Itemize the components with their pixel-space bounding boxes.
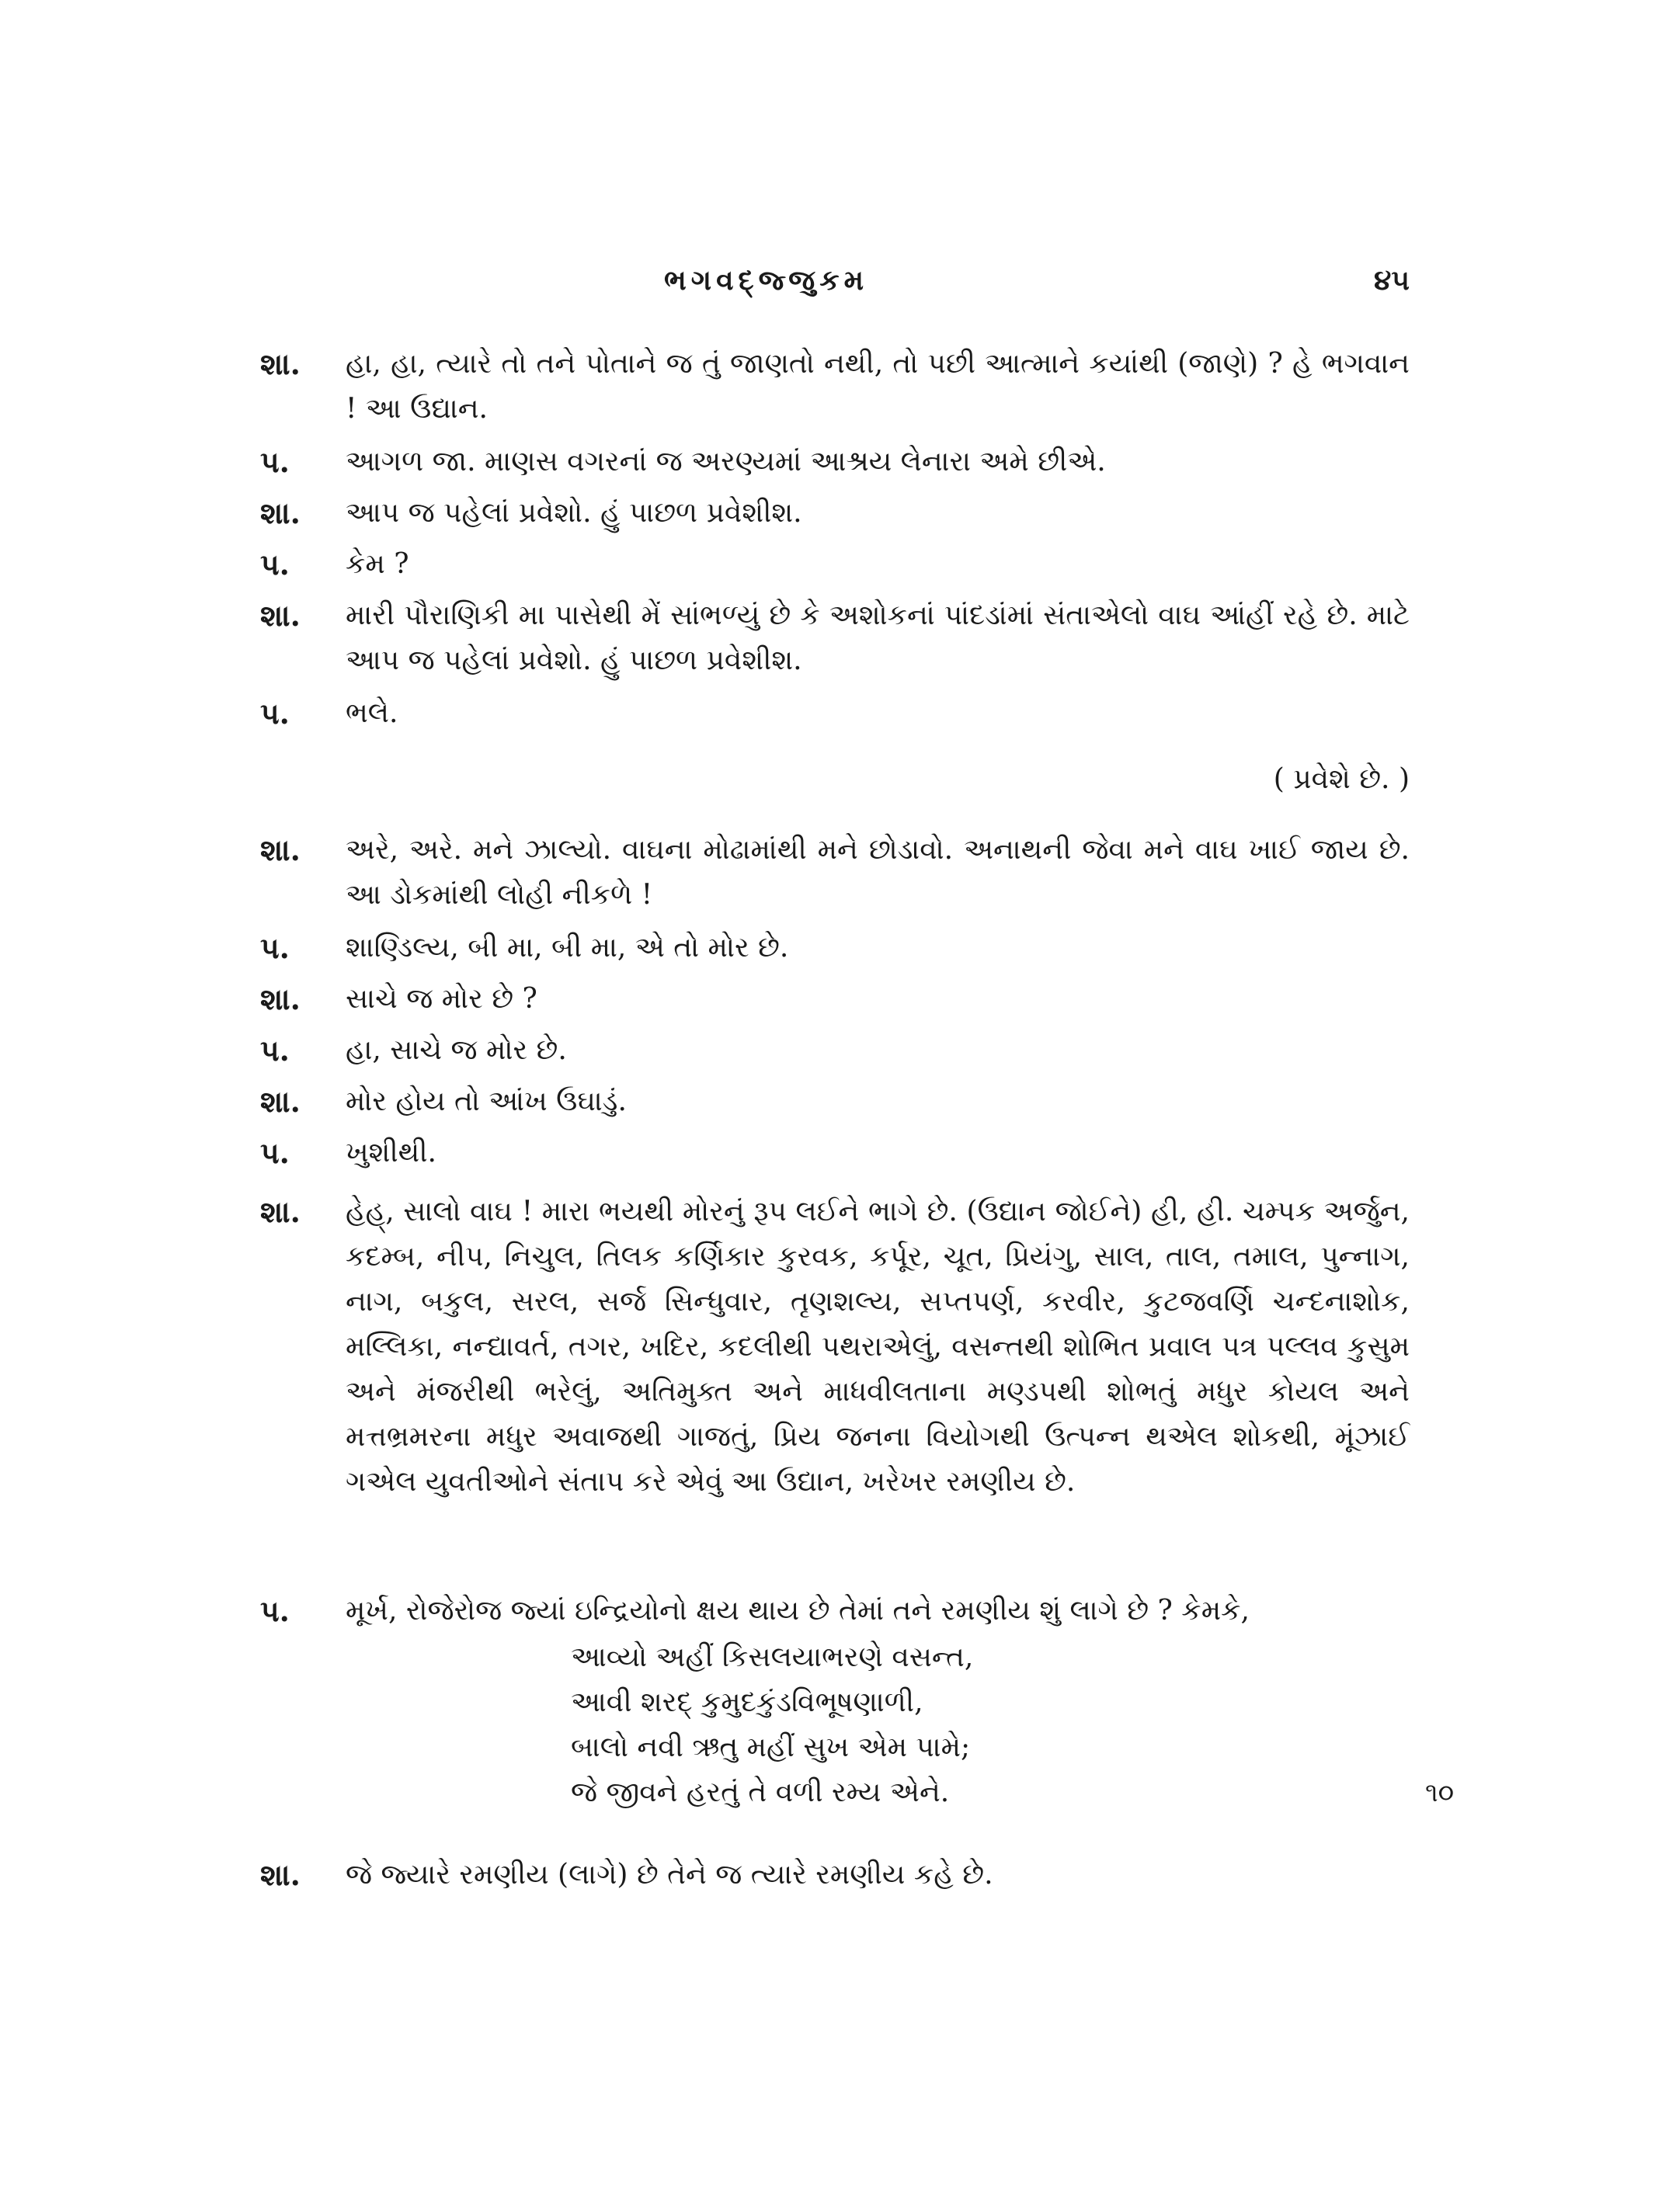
speech-text: અરે, અરે. મને ઝાલ્યો. વાઘના મોઢામાંથી મને છોડાવો. અનાથની જેવા મને વાઘ ખાઈ જાય છે. આ ડોકમાંથી લોહી નીકળે ! [346,834,1410,911]
speaker-label: શા. [260,598,301,633]
speech-text: હેહ્, સાલો વાઘ ! મારા ભયથી મોરનું રૂપ લઈને ભાગે છે. (ઉદ્યાન જોઈને) હી, હી. ચમ્પક અર્જુન, કદમ્બ, નીપ, નિચુલ, તિલક કર્ણિકાર કુરવક, કર્પૂર, ચૂત, પ્રિયંગુ, સાલ, તાલ, તમાલ, પુન્નાગ, નાગ, બકુલ, સરલ, સર્જ સિન્ધુવાર, તૃણશલ્ય, સપ્તપર્ણ, કરવીર, કુટજવર્ણિ ચન્દનાશોક, મલ્લિકા, નન્દ્યાવર્ત, તગર, ખદિર, કદલીથી પથરાએલું, વસન્તથી શોભિત પ્રવાલ પત્ર પલ્લવ કુસુમ અને મંજરીથી ભરેલું, અતિમુક્ત અને માધવીલતાના મણ્ડપથી શોભતું મધુર કોયલ અને મત્તભ્રમરના મધુર અવાજથી ગાજતું, પ્રિય જનના વિયોગથી ઉત્પન્ન થએલ શોકથી, મૂંઝાઈ ગએલ યુવતીઓને સંતાપ કરે એવું આ ઉદ્યાન, ખરેખર રમણીય છે. [346,1196,1410,1498]
page-header [260,264,1410,311]
speaker-label: શા. [260,346,301,381]
verse-line: આવ્યો અહીં કિસલયાભરણે વસન્ત, [571,1641,974,1673]
speech-text: કેમ ? [346,548,409,580]
speaker-label: શા. [260,981,301,1016]
speech-text: આપ જ પહેલાં પ્રવેશો. હું પાછળ પ્રવેશીશ. [346,497,802,529]
speaker-label: પ. [260,930,290,965]
speaker-label: શા. [260,832,301,867]
speech-text: સાચે જ મોર છે ? [346,983,537,1015]
verse-block [571,1635,1455,1815]
speech-text: મોર હોય તો આંખ ઉઘાડું. [346,1085,627,1117]
speaker-label: શા. [260,1084,301,1119]
speech-text: મૂર્ખ, રોજેરોજ જ્યાં ઇન્દ્રિયોનો ક્ષય થાય છે તેમાં તને રમણીય શું લાગે છે ? કેમકે, [346,1595,1250,1627]
verse-line: બાલો નવી ઋતુ મહીં સુખ એમ પામે; [571,1731,971,1763]
speech-text: આગળ જા. માણસ વગરનાં જ અરણ્યમાં આશ્રય લેનારા અમે છીએ. [346,446,1106,477]
verse-line: જે જીવને હરતું તે વળી રમ્ય એને. [571,1776,950,1808]
speech-text: શાણ્ડિલ્ય, બી મા, બી મા, એ તો મોર છે. [346,932,789,964]
verse-number: ૧૦ [1425,1777,1455,1808]
stage-direction: ( પ્રવેશે છે. ) [1273,763,1410,795]
speech-text: જે જ્યારે રમણીય (લાગે) છે તેને જ ત્યારે રમણીય કહે છે. [346,1859,993,1891]
speaker-label: પ. [260,1033,290,1068]
speech-text: હા, હા, ત્યારે તો તને પોતાને જ તું જાણતો નથી, તો પછી આત્માને કયાંથી (જાણે) ? હે ભગવાન ! આ ઉદ્યાન. [346,348,1410,425]
speech-text: હા, સાચે જ મોર છે. [346,1034,567,1066]
page-number: ૪૫ [1374,264,1410,297]
speaker-label: શા. [260,1857,301,1892]
speaker-label: શા. [260,495,301,530]
speaker-label: પ. [260,547,290,582]
speech-text: ભલે. [346,697,398,729]
running-title: ભગવદ્જ્જુકમ [664,264,869,297]
speaker-label: પ. [260,696,290,731]
speaker-label: પ. [260,444,290,479]
speaker-label: શા. [260,1194,301,1229]
speaker-label: પ. [260,1135,290,1170]
speech-text: મારી પૌરાણિકી મા પાસેથી મેં સાંભળ્યું છે કે અશોકનાં પાંદડાંમાં સંતાએલો વાઘ આંહીં રહે છે. માટે આપ જ પહેલાં પ્રવેશો. હું પાછળ પ્રવેશીશ. [346,599,1410,676]
verse-line: આવી શરદ્ કુમુદકુંડવિભૂષણાળી, [571,1686,923,1718]
speaker-label: પ. [260,1593,290,1628]
speech-text: ખુશીથી. [346,1137,436,1169]
